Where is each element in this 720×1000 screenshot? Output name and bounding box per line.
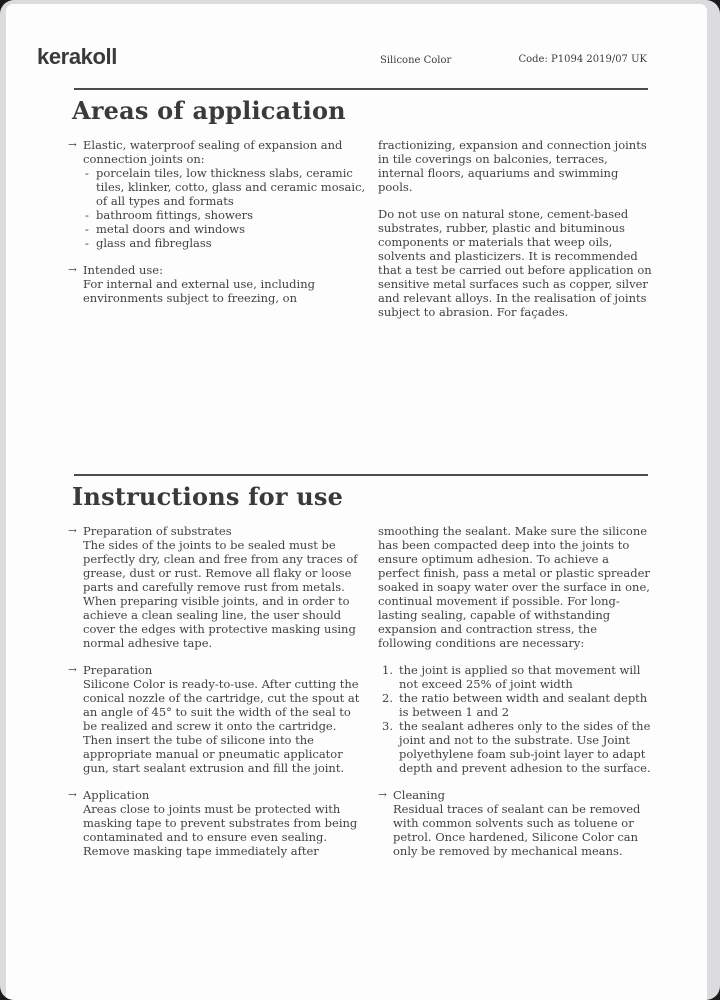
list-item xyxy=(378,788,654,858)
item-heading: Cleaning xyxy=(393,788,445,802)
kerakoll-logo: kerakoll xyxy=(37,44,117,69)
sub-list-text: porcelain tiles, low thickness slabs, ceramic tiles, klinker, cotto, glass and ceramic mosaic, of all types and formats xyxy=(96,166,366,208)
number-marker: 1. xyxy=(382,663,393,677)
sub-list-item xyxy=(83,236,368,250)
sub-list xyxy=(83,166,368,250)
areas-left-column xyxy=(68,138,368,318)
dash-marker: - xyxy=(85,222,89,236)
areas-right-column xyxy=(378,138,654,332)
instructions-right-column xyxy=(378,524,654,871)
dash-marker: - xyxy=(85,208,89,222)
dash-marker: - xyxy=(85,236,89,250)
item-heading: Application xyxy=(83,788,150,802)
arrow-marker-icon: → xyxy=(68,139,77,151)
section-title-instructions-for-use: Instructions for use xyxy=(72,482,344,511)
sub-list-item xyxy=(83,166,368,208)
list-item xyxy=(68,788,368,858)
arrow-marker-icon: → xyxy=(378,789,387,801)
number-marker: 3. xyxy=(382,719,393,733)
list-item xyxy=(68,263,368,305)
list-item xyxy=(68,524,368,650)
item-heading: Intended use: xyxy=(83,263,163,277)
instructions-left-column xyxy=(68,524,368,871)
section-title-areas-of-application: Areas of application xyxy=(72,96,346,125)
sub-list-text: glass and fibreglass xyxy=(96,236,212,250)
arrow-marker-icon: → xyxy=(68,264,77,276)
item-heading: Preparation of substrates xyxy=(83,524,232,538)
numbered-item xyxy=(378,719,654,775)
paragraph: Do not use on natural stone, cement-based substrates, rubber, plastic and bituminous components or materials that weep oils, solvents and plasticizers. It is recommended that a test be carried out before application on sensitive metal surfaces such as copper, silver and relevant alloys. In the realisation of joints subject to abrasion. For façades. xyxy=(378,207,652,319)
number-marker: 2. xyxy=(382,691,393,705)
arrow-marker-icon: → xyxy=(68,789,77,801)
paragraph: Residual traces of sealant can be removed with common solvents such as toluene or petrol. Once hardened, Silicone Color can only be removed by mechanical means. xyxy=(393,802,641,858)
numbered-text: the ratio between width and sealant depth is between 1 and 2 xyxy=(399,691,648,719)
arrow-marker-icon: → xyxy=(68,525,77,537)
paragraph: fractionizing, expansion and connection joints in tile coverings on balconies, terraces, internal floors, aquariums and swimming pools. xyxy=(378,138,647,194)
document-title: Silicone Color xyxy=(380,55,452,66)
numbered-item xyxy=(378,663,654,691)
numbered-text: the sealant adheres only to the sides of the joint and not to the substrate. Use Joint polyethylene foam sub-joint layer to adapt depth and prevent adhesion to the surface. xyxy=(399,719,651,775)
paragraph: Elastic, waterproof sealing of expansion and connection joints on: xyxy=(83,138,343,166)
sub-list-text: metal doors and windows xyxy=(96,222,246,236)
paragraph: For internal and external use, including environments subject to freezing, on xyxy=(83,277,315,305)
numbered-text: the joint is applied so that movement will not exceed 25% of joint width xyxy=(399,663,641,691)
list-item xyxy=(68,138,368,250)
sub-list-item xyxy=(83,208,368,222)
item-heading: Preparation xyxy=(83,663,153,677)
paragraph: Silicone Color is ready-to-use. After cutting the conical nozzle of the cartridge, cut the spout at an angle of 45° to suit the width of the seal to be realized and screw it onto the cartridge. Then insert the tube of silicone into the appropriate manual or pneumatic applicator gun, start sealant extrusion and fill the joint. xyxy=(83,677,360,775)
sub-list-text: bathroom fittings, showers xyxy=(96,208,254,222)
document-code: Code: P1094 2019/07 UK xyxy=(518,54,647,65)
paragraph: Areas close to joints must be protected with masking tape to prevent substrates from being contaminated and to ensure even sealing. Remove masking tape immediately after xyxy=(83,802,358,858)
datasheet-page xyxy=(6,4,707,1000)
numbered-list xyxy=(378,663,654,775)
sub-list-item xyxy=(83,222,368,236)
paragraph: smoothing the sealant. Make sure the silicone has been compacted deep into the joints to ensure optimum adhesion. To achieve a perfect finish, pass a metal or plastic spreader soaked in soapy water over the surface in one, continual movement if possible. For long-lasting sealing, capable of withstanding expansion and contraction stress, the following conditions are necessary: xyxy=(378,524,650,650)
paragraph: The sides of the joints to be sealed must be perfectly dry, clean and free from any traces of grease, dust or rust. Remove all flaky or loose parts and carefully remove rust from metals. When preparing visible joints, and in order to achieve a clean sealing line, the user should cover the edges with protective masking using normal adhesive tape. xyxy=(83,538,358,650)
arrow-marker-icon: → xyxy=(68,664,77,676)
section-divider xyxy=(74,88,648,90)
list-item xyxy=(68,663,368,775)
section-divider xyxy=(74,474,648,476)
numbered-item xyxy=(378,691,654,719)
dash-marker: - xyxy=(85,166,89,180)
